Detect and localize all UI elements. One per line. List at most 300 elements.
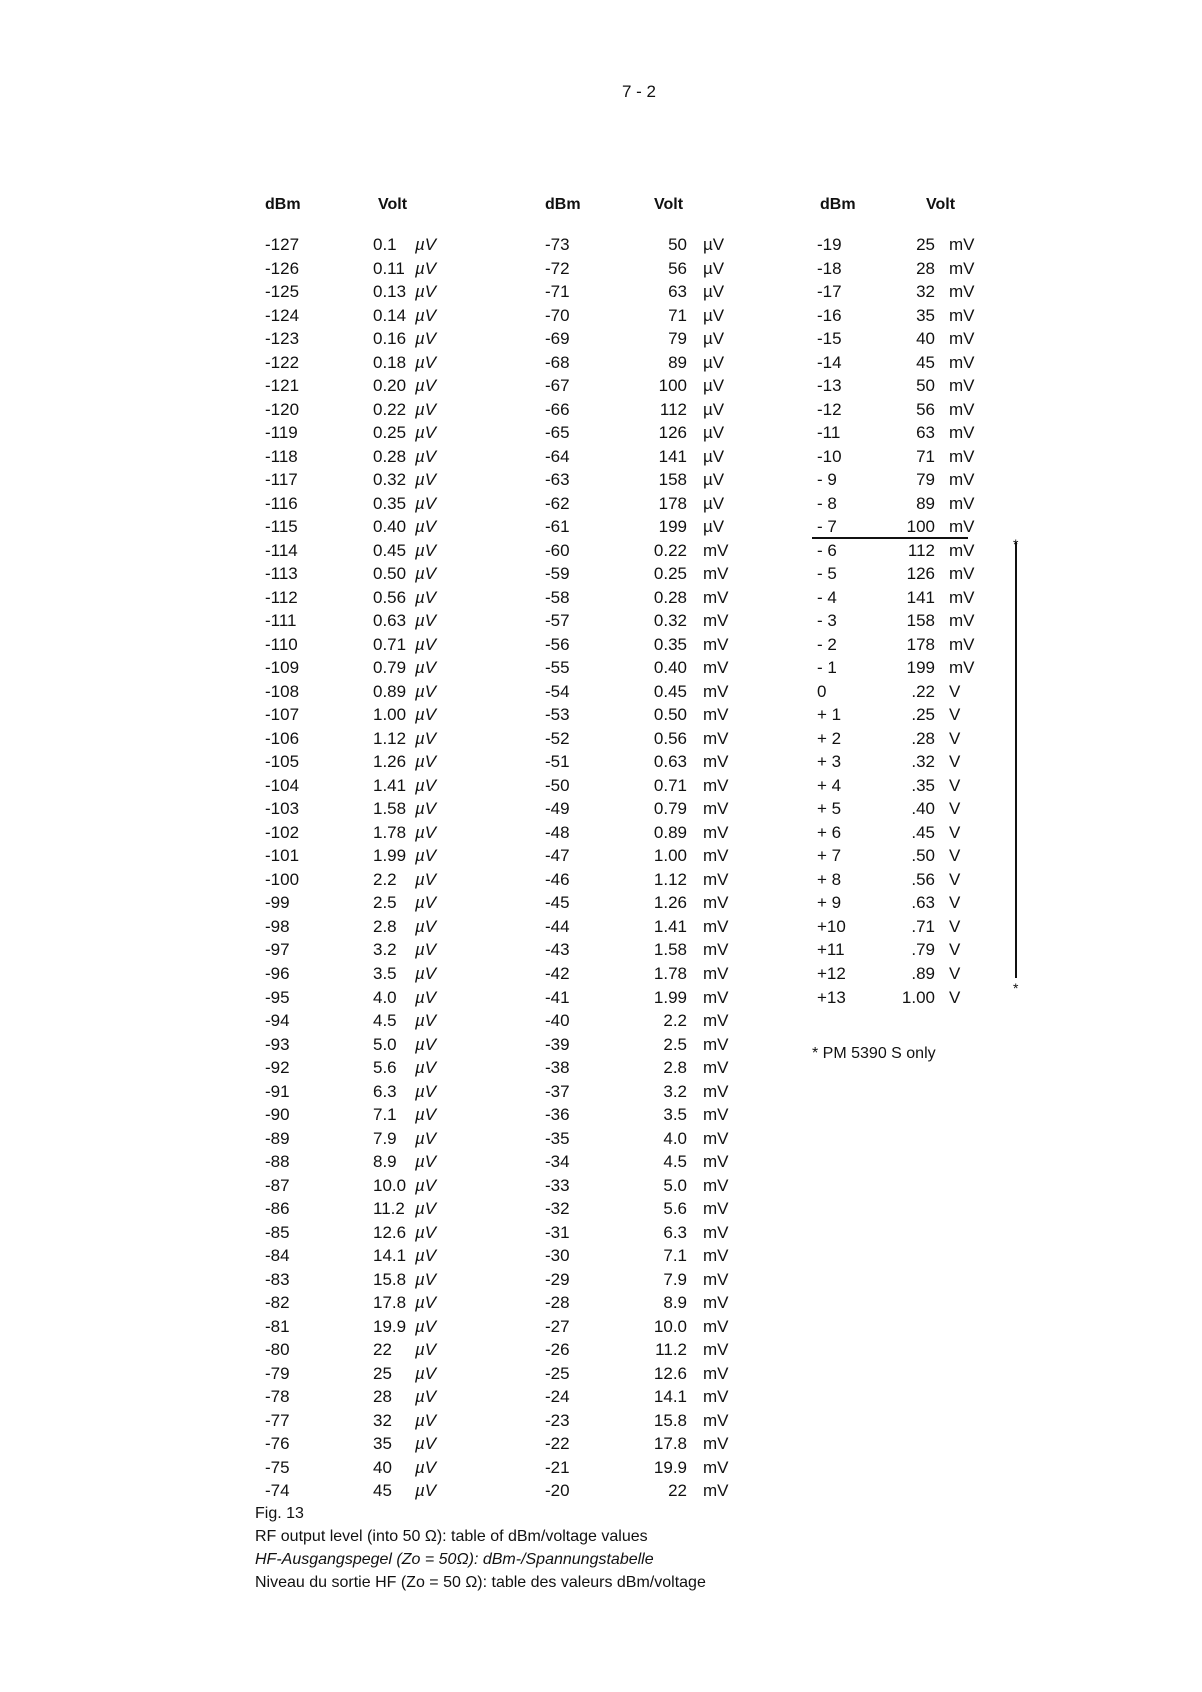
table-row bbox=[545, 515, 775, 539]
voltage-value-cell: 0.56 bbox=[373, 587, 407, 607]
table-row bbox=[265, 586, 465, 610]
voltage-value-cell: 11.2 bbox=[373, 1199, 405, 1219]
voltage-unit-cell: mV bbox=[949, 634, 975, 654]
table-row bbox=[817, 374, 997, 398]
dbm-cell: - 8 bbox=[817, 493, 837, 513]
dbm-cell: -68 bbox=[545, 352, 570, 372]
voltage-value-cell: 0.50 bbox=[653, 705, 687, 725]
table-row bbox=[265, 915, 465, 939]
voltage-unit-cell: mV bbox=[703, 1175, 729, 1195]
table-row bbox=[265, 1150, 465, 1174]
dbm-cell: -25 bbox=[545, 1363, 570, 1383]
dbm-cell: -63 bbox=[545, 470, 570, 490]
dbm-cell: +11 bbox=[817, 940, 845, 960]
header-dbm-col1: dBm bbox=[265, 196, 301, 213]
voltage-value-cell: 1.41 bbox=[373, 775, 407, 795]
table-row bbox=[265, 844, 465, 868]
dbm-cell: -127 bbox=[265, 235, 300, 254]
voltage-value-cell: 1.00 bbox=[373, 705, 407, 725]
dbm-cell: -95 bbox=[265, 987, 290, 1007]
voltage-unit-cell: mV bbox=[703, 1199, 729, 1219]
dbm-cell: -97 bbox=[265, 940, 290, 960]
voltage-unit-cell: µV bbox=[703, 235, 725, 254]
voltage-unit-cell: V bbox=[949, 846, 961, 866]
table-row bbox=[265, 1268, 465, 1292]
dbm-cell: -64 bbox=[545, 446, 570, 466]
voltage-value-cell: 7.9 bbox=[373, 1128, 397, 1148]
table-row bbox=[817, 539, 997, 563]
voltage-value-cell: 2.8 bbox=[663, 1058, 687, 1078]
dbm-cell: -118 bbox=[265, 446, 298, 466]
table-row bbox=[265, 327, 465, 351]
voltage-unit-cell: µV bbox=[415, 493, 437, 513]
voltage-value-cell: 0.63 bbox=[373, 611, 407, 631]
voltage-unit-cell: V bbox=[949, 705, 961, 725]
table-row bbox=[545, 351, 775, 375]
voltage-unit-cell: mV bbox=[703, 681, 729, 701]
voltage-unit-cell: mV bbox=[703, 634, 729, 654]
table-row bbox=[265, 750, 465, 774]
voltage-value-cell: 2.5 bbox=[663, 1034, 687, 1054]
voltage-unit-cell: µV bbox=[415, 728, 437, 748]
table-row bbox=[265, 821, 465, 845]
dbm-cell: -52 bbox=[545, 728, 570, 748]
voltage-value-cell: 0.89 bbox=[653, 822, 687, 842]
voltage-unit-cell: mV bbox=[703, 587, 729, 607]
table-row bbox=[545, 844, 775, 868]
header-volt-col3: Volt bbox=[926, 196, 956, 213]
table-row bbox=[265, 633, 465, 657]
dbm-cell: -56 bbox=[545, 634, 570, 654]
dbm-cell: -91 bbox=[265, 1081, 290, 1101]
table-row bbox=[265, 1127, 465, 1151]
voltage-unit-cell: mV bbox=[949, 611, 975, 631]
table-row bbox=[817, 774, 997, 798]
voltage-unit-cell: µV bbox=[415, 470, 437, 490]
voltage-unit-cell: µV bbox=[415, 517, 437, 537]
voltage-unit-cell: µV bbox=[415, 1457, 437, 1477]
table-row bbox=[817, 868, 997, 892]
voltage-unit-cell: mV bbox=[703, 1034, 729, 1054]
voltage-unit-cell: µV bbox=[415, 916, 437, 936]
table-row bbox=[265, 1009, 465, 1033]
voltage-value-cell: 25 bbox=[916, 235, 935, 254]
voltage-value-cell: 178 bbox=[658, 493, 687, 513]
voltage-unit-cell: µV bbox=[415, 1034, 437, 1054]
voltage-unit-cell: mV bbox=[949, 564, 975, 584]
table-row bbox=[545, 1150, 775, 1174]
voltage-value-cell: .32 bbox=[911, 752, 935, 772]
voltage-unit-cell: µV bbox=[415, 940, 437, 960]
dbm-cell: -120 bbox=[265, 399, 300, 419]
table-row bbox=[545, 1127, 775, 1151]
dbm-cell: -122 bbox=[265, 352, 300, 372]
table-row bbox=[545, 304, 775, 328]
voltage-value-cell: 17.8 bbox=[653, 1434, 687, 1454]
dbm-cell: -11 bbox=[817, 423, 841, 443]
dbm-cell: -38 bbox=[545, 1058, 570, 1078]
voltage-unit-cell: mV bbox=[703, 705, 729, 725]
voltage-value-cell: 158 bbox=[658, 470, 687, 490]
dbm-cell: -123 bbox=[265, 329, 300, 349]
voltage-value-cell: 0.35 bbox=[653, 634, 687, 654]
table-row bbox=[817, 915, 997, 939]
voltage-value-cell: 15.8 bbox=[373, 1269, 407, 1289]
voltage-unit-cell: µV bbox=[703, 282, 725, 302]
table-row bbox=[817, 797, 997, 821]
dbm-cell: -50 bbox=[545, 775, 570, 795]
dbm-cell: -48 bbox=[545, 822, 570, 842]
voltage-unit-cell: µV bbox=[415, 1481, 437, 1501]
voltage-unit-cell: µV bbox=[703, 258, 725, 278]
dbm-cell: -103 bbox=[265, 799, 300, 819]
voltage-value-cell: 45 bbox=[373, 1481, 392, 1501]
table-row bbox=[265, 1080, 465, 1104]
dbm-cell: -90 bbox=[265, 1105, 290, 1125]
voltage-unit-cell: mV bbox=[949, 352, 975, 372]
voltage-value-cell: 2.5 bbox=[373, 893, 397, 913]
dbm-cell: -75 bbox=[265, 1457, 290, 1477]
voltage-value-cell: 32 bbox=[373, 1410, 392, 1430]
voltage-value-cell: 1.41 bbox=[653, 916, 687, 936]
dbm-cell: -54 bbox=[545, 681, 570, 701]
voltage-value-cell: 2.2 bbox=[663, 1011, 687, 1031]
voltage-value-cell: 4.5 bbox=[663, 1152, 687, 1172]
table-row bbox=[545, 445, 775, 469]
table-row bbox=[265, 1033, 465, 1057]
voltage-value-cell: 0.79 bbox=[653, 799, 687, 819]
dbm-cell: -92 bbox=[265, 1058, 290, 1078]
dbm-cell: + 7 bbox=[817, 846, 842, 866]
voltage-value-cell: 0.18 bbox=[373, 352, 407, 372]
dbm-cell: -67 bbox=[545, 376, 570, 396]
table-row bbox=[545, 233, 775, 257]
dbm-cell: -51 bbox=[545, 752, 570, 772]
table-row bbox=[545, 1244, 775, 1268]
voltage-value-cell: 1.00 bbox=[901, 987, 935, 1007]
voltage-value-cell: 0.14 bbox=[373, 305, 407, 325]
voltage-value-cell: 5.6 bbox=[373, 1058, 397, 1078]
dbm-cell: -47 bbox=[545, 846, 570, 866]
dbm-cell: -100 bbox=[265, 869, 300, 889]
dbm-cell: -104 bbox=[265, 775, 300, 795]
dbm-cell: - 6 bbox=[817, 540, 837, 560]
voltage-value-cell: 4.5 bbox=[373, 1011, 397, 1031]
table-row bbox=[817, 421, 997, 445]
voltage-unit-cell: mV bbox=[703, 1293, 729, 1313]
voltage-unit-cell: µV bbox=[415, 235, 437, 254]
voltage-unit-cell: µV bbox=[415, 1293, 437, 1313]
voltage-unit-cell: µV bbox=[415, 752, 437, 772]
figure-label: Fig. 13 bbox=[255, 1505, 304, 1522]
voltage-value-cell: 199 bbox=[658, 517, 687, 537]
dbm-cell: -113 bbox=[265, 564, 298, 584]
voltage-value-cell: 100 bbox=[906, 517, 935, 537]
voltage-unit-cell: µV bbox=[703, 376, 725, 396]
voltage-unit-cell: µV bbox=[415, 963, 437, 983]
dbm-cell: -65 bbox=[545, 423, 570, 443]
voltage-value-cell: 126 bbox=[906, 564, 935, 584]
voltage-unit-cell: µV bbox=[415, 799, 437, 819]
voltage-value-cell: .25 bbox=[911, 705, 935, 725]
voltage-value-cell: .35 bbox=[911, 775, 935, 795]
dbm-cell: -53 bbox=[545, 705, 570, 725]
dbm-cell: -42 bbox=[545, 963, 570, 983]
dbm-cell: -116 bbox=[265, 493, 298, 513]
voltage-unit-cell: mV bbox=[949, 446, 975, 466]
voltage-value-cell: 45 bbox=[916, 352, 935, 372]
dbm-cell: -74 bbox=[265, 1481, 290, 1501]
dbm-cell: -76 bbox=[265, 1434, 290, 1454]
bracket-marker-top: * bbox=[1013, 536, 1019, 552]
voltage-unit-cell: µV bbox=[415, 329, 437, 349]
voltage-unit-cell: V bbox=[949, 681, 961, 701]
table-row bbox=[545, 492, 775, 516]
voltage-unit-cell: mV bbox=[703, 1011, 729, 1031]
voltage-value-cell: 1.58 bbox=[653, 940, 687, 960]
voltage-value-cell: 1.00 bbox=[653, 846, 687, 866]
range-bracket bbox=[1015, 542, 1017, 978]
voltage-unit-cell: µV bbox=[703, 352, 725, 372]
dbm-cell: -102 bbox=[265, 822, 300, 842]
dbm-cell: -66 bbox=[545, 399, 570, 419]
dbm-cell: -18 bbox=[817, 258, 842, 278]
dbm-cell: -85 bbox=[265, 1222, 290, 1242]
voltage-unit-cell: µV bbox=[415, 423, 437, 443]
dbm-cell: + 5 bbox=[817, 799, 842, 819]
voltage-value-cell: 0.28 bbox=[373, 446, 407, 466]
voltage-value-cell: 14.1 bbox=[373, 1246, 407, 1266]
table-row bbox=[545, 468, 775, 492]
bracket-marker-bottom: * bbox=[1013, 980, 1019, 996]
voltage-value-cell: 89 bbox=[916, 493, 935, 513]
dbm-cell: - 9 bbox=[817, 470, 837, 490]
dbm-cell: -82 bbox=[265, 1293, 290, 1313]
dbm-cell: -16 bbox=[817, 305, 842, 325]
table-row bbox=[265, 986, 465, 1010]
table-row bbox=[817, 515, 997, 539]
dbm-cell: -72 bbox=[545, 258, 570, 278]
voltage-value-cell: .63 bbox=[911, 893, 935, 913]
voltage-value-cell: 126 bbox=[658, 423, 687, 443]
dbm-cell: -99 bbox=[265, 893, 290, 913]
voltage-unit-cell: V bbox=[949, 987, 961, 1007]
table-row bbox=[265, 539, 465, 563]
dbm-cell: -71 bbox=[545, 282, 570, 302]
voltage-unit-cell: mV bbox=[949, 305, 975, 325]
voltage-value-cell: 0.1 bbox=[373, 235, 397, 254]
table-row bbox=[545, 986, 775, 1010]
voltage-unit-cell: mV bbox=[703, 1222, 729, 1242]
dbm-cell: -36 bbox=[545, 1105, 570, 1125]
voltage-unit-cell: µV bbox=[415, 1222, 437, 1242]
voltage-value-cell: 0.45 bbox=[653, 681, 687, 701]
voltage-value-cell: 0.40 bbox=[373, 517, 407, 537]
table-row bbox=[817, 351, 997, 375]
voltage-unit-cell: µV bbox=[415, 681, 437, 701]
voltage-value-cell: 7.1 bbox=[373, 1105, 397, 1125]
voltage-unit-cell: mV bbox=[703, 963, 729, 983]
voltage-unit-cell: mV bbox=[949, 587, 975, 607]
table-row bbox=[265, 374, 465, 398]
table-row bbox=[265, 304, 465, 328]
voltage-value-cell: 15.8 bbox=[653, 1410, 687, 1430]
table-row bbox=[545, 586, 775, 610]
voltage-unit-cell: mV bbox=[949, 235, 975, 254]
dbm-cell: - 2 bbox=[817, 634, 837, 654]
voltage-value-cell: 63 bbox=[916, 423, 935, 443]
section-rule bbox=[812, 537, 968, 539]
table-row bbox=[265, 445, 465, 469]
table-row bbox=[817, 233, 997, 257]
voltage-unit-cell: mV bbox=[703, 1246, 729, 1266]
table-row bbox=[265, 1244, 465, 1268]
voltage-unit-cell: µV bbox=[415, 1316, 437, 1336]
dbm-cell: -112 bbox=[265, 587, 298, 607]
table-row bbox=[545, 562, 775, 586]
voltage-unit-cell: µV bbox=[415, 376, 437, 396]
voltage-value-cell: .45 bbox=[911, 822, 935, 842]
voltage-unit-cell: mV bbox=[703, 846, 729, 866]
voltage-value-cell: 8.9 bbox=[663, 1293, 687, 1313]
dbm-cell: - 1 bbox=[817, 658, 837, 678]
dbm-cell: -96 bbox=[265, 963, 290, 983]
voltage-value-cell: 4.0 bbox=[373, 987, 397, 1007]
voltage-unit-cell: V bbox=[949, 916, 961, 936]
voltage-value-cell: .79 bbox=[911, 940, 935, 960]
dbm-cell: -83 bbox=[265, 1269, 290, 1289]
dbm-cell: -28 bbox=[545, 1293, 570, 1313]
table-row bbox=[265, 1291, 465, 1315]
voltage-unit-cell: µV bbox=[415, 1011, 437, 1031]
dbm-cell: - 5 bbox=[817, 564, 837, 584]
dbm-cell: -94 bbox=[265, 1011, 290, 1031]
table-row bbox=[265, 1197, 465, 1221]
voltage-value-cell: 40 bbox=[916, 329, 935, 349]
dbm-cell: - 4 bbox=[817, 587, 837, 607]
table-row bbox=[265, 938, 465, 962]
table-row bbox=[545, 398, 775, 422]
dbm-cell: -15 bbox=[817, 329, 842, 349]
voltage-value-cell: 7.9 bbox=[663, 1269, 687, 1289]
voltage-value-cell: 141 bbox=[906, 587, 935, 607]
page-number: 7 - 2 bbox=[622, 82, 657, 101]
dbm-cell: +13 bbox=[817, 987, 846, 1007]
dbm-cell: -41 bbox=[545, 987, 570, 1007]
dbm-cell: -110 bbox=[265, 634, 298, 654]
voltage-value-cell: 0.89 bbox=[373, 681, 407, 701]
dbm-cell: -126 bbox=[265, 258, 300, 278]
voltage-unit-cell: µV bbox=[415, 1434, 437, 1454]
table-row bbox=[265, 257, 465, 281]
voltage-value-cell: 0.56 bbox=[653, 728, 687, 748]
voltage-value-cell: 4.0 bbox=[663, 1128, 687, 1148]
voltage-unit-cell: mV bbox=[703, 1340, 729, 1360]
table-row bbox=[545, 821, 775, 845]
dbm-cell: -27 bbox=[545, 1316, 570, 1336]
dbm-cell: -32 bbox=[545, 1199, 570, 1219]
table-row bbox=[817, 445, 997, 469]
voltage-unit-cell: µV bbox=[415, 634, 437, 654]
dbm-cell: -77 bbox=[265, 1410, 290, 1430]
voltage-value-cell: 11.2 bbox=[655, 1340, 687, 1360]
voltage-unit-cell: µV bbox=[415, 1387, 437, 1407]
voltage-unit-cell: µV bbox=[703, 470, 725, 490]
voltage-value-cell: 1.99 bbox=[373, 846, 407, 866]
voltage-value-cell: 1.78 bbox=[373, 822, 407, 842]
voltage-value-cell: 71 bbox=[916, 446, 935, 466]
table-row bbox=[545, 1409, 775, 1433]
dbm-cell: -24 bbox=[545, 1387, 570, 1407]
voltage-unit-cell: mV bbox=[703, 1269, 729, 1289]
table-row bbox=[545, 1197, 775, 1221]
voltage-value-cell: 3.5 bbox=[373, 963, 397, 983]
table-row bbox=[265, 1479, 465, 1503]
dbm-cell: -80 bbox=[265, 1340, 290, 1360]
table-row bbox=[265, 891, 465, 915]
dbm-cell: -55 bbox=[545, 658, 570, 678]
voltage-value-cell: 5.6 bbox=[663, 1199, 687, 1219]
voltage-value-cell: 0.25 bbox=[653, 564, 687, 584]
table-row bbox=[545, 1221, 775, 1245]
dbm-cell: -87 bbox=[265, 1175, 290, 1195]
voltage-value-cell: 6.3 bbox=[373, 1081, 397, 1101]
voltage-unit-cell: µV bbox=[415, 258, 437, 278]
voltage-unit-cell: µV bbox=[415, 282, 437, 302]
voltage-unit-cell: V bbox=[949, 869, 961, 889]
dbm-cell: + 6 bbox=[817, 822, 842, 842]
dbm-cell: -98 bbox=[265, 916, 290, 936]
dbm-cell: -45 bbox=[545, 893, 570, 913]
dbm-cell: -22 bbox=[545, 1434, 570, 1454]
table-row bbox=[265, 1409, 465, 1433]
voltage-value-cell: 0.22 bbox=[653, 540, 687, 560]
table-row bbox=[265, 727, 465, 751]
voltage-unit-cell: mV bbox=[703, 775, 729, 795]
dbm-cell: -105 bbox=[265, 752, 300, 772]
dbm-cell: -70 bbox=[545, 305, 570, 325]
voltage-value-cell: 0.13 bbox=[373, 282, 407, 302]
voltage-value-cell: 1.99 bbox=[653, 987, 687, 1007]
voltage-unit-cell: µV bbox=[415, 1081, 437, 1101]
voltage-value-cell: 19.9 bbox=[653, 1457, 687, 1477]
voltage-unit-cell: µV bbox=[415, 846, 437, 866]
table-row bbox=[265, 421, 465, 445]
voltage-unit-cell: µV bbox=[415, 1363, 437, 1383]
voltage-value-cell: 79 bbox=[668, 329, 687, 349]
dbm-cell: -117 bbox=[265, 470, 298, 490]
caption-french: Niveau du sortie HF (Zo = 50 Ω): table des valeurs dBm/voltage bbox=[255, 1574, 706, 1591]
voltage-value-cell: .89 bbox=[911, 963, 935, 983]
table-row bbox=[545, 327, 775, 351]
table-row bbox=[545, 257, 775, 281]
table-row bbox=[265, 1456, 465, 1480]
table-row bbox=[265, 1385, 465, 1409]
voltage-value-cell: 178 bbox=[906, 634, 935, 654]
voltage-unit-cell: mV bbox=[949, 470, 975, 490]
dbm-cell: -30 bbox=[545, 1246, 570, 1266]
voltage-unit-cell: V bbox=[949, 940, 961, 960]
dbm-cell: -121 bbox=[265, 376, 300, 396]
voltage-unit-cell: V bbox=[949, 775, 961, 795]
voltage-unit-cell: µV bbox=[415, 587, 437, 607]
voltage-unit-cell: V bbox=[949, 822, 961, 842]
table-row bbox=[265, 1362, 465, 1386]
header-dbm-col3: dBm bbox=[820, 196, 856, 213]
voltage-unit-cell: µV bbox=[415, 1246, 437, 1266]
voltage-unit-cell: µV bbox=[703, 305, 725, 325]
voltage-unit-cell: µV bbox=[415, 1175, 437, 1195]
